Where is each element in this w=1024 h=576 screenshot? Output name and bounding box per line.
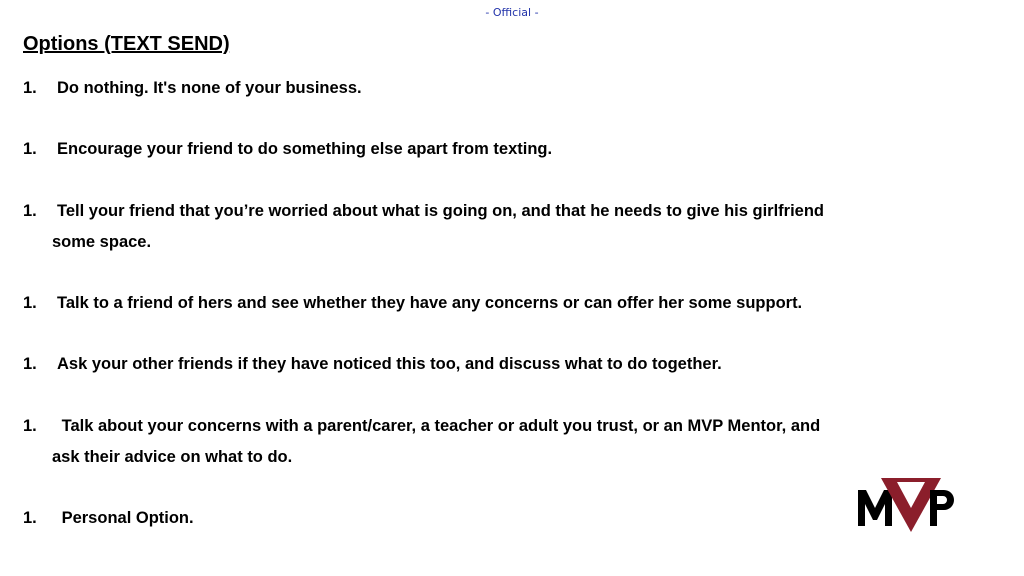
option-item-5	[23, 349, 983, 380]
option-number: 1.	[23, 79, 37, 97]
option-number: 1.	[23, 202, 37, 220]
logo-letter-p	[930, 490, 954, 526]
option-text-continuation: ask their advice on what to do.	[52, 448, 293, 466]
option-item-6	[23, 411, 983, 473]
option-text: Personal Option.	[57, 509, 194, 527]
option-text: Do nothing. It's none of your business.	[57, 79, 362, 97]
page-title: Options (TEXT SEND)	[23, 33, 230, 55]
classification-label: - Official -	[485, 6, 539, 19]
mvp-logo	[856, 478, 960, 538]
option-number: 1.	[23, 140, 37, 158]
option-number: 1.	[23, 509, 37, 527]
logo-letter-m	[858, 490, 892, 526]
option-number: 1.	[23, 417, 37, 435]
option-item-1	[23, 73, 983, 104]
option-item-2	[23, 134, 983, 165]
option-number: 1.	[23, 355, 37, 373]
option-item-7	[23, 503, 983, 534]
option-item-4	[23, 288, 983, 319]
option-item-3	[23, 196, 983, 258]
option-number: 1.	[23, 294, 37, 312]
option-text: Talk to a friend of hers and see whether they have any concerns or can offer her some support.	[57, 294, 803, 312]
option-text: Ask your other friends if they have noticed this too, and discuss what to do together.	[57, 355, 722, 373]
option-text: Encourage your friend to do something else apart from texting.	[57, 140, 553, 158]
option-text: Talk about your concerns with a parent/carer, a teacher or adult you trust, or an MVP Mentor, and	[57, 417, 821, 435]
option-text-continuation: some space.	[52, 233, 152, 251]
option-text: Tell your friend that you’re worried about what is going on, and that he needs to give his girlfriend	[57, 202, 825, 220]
